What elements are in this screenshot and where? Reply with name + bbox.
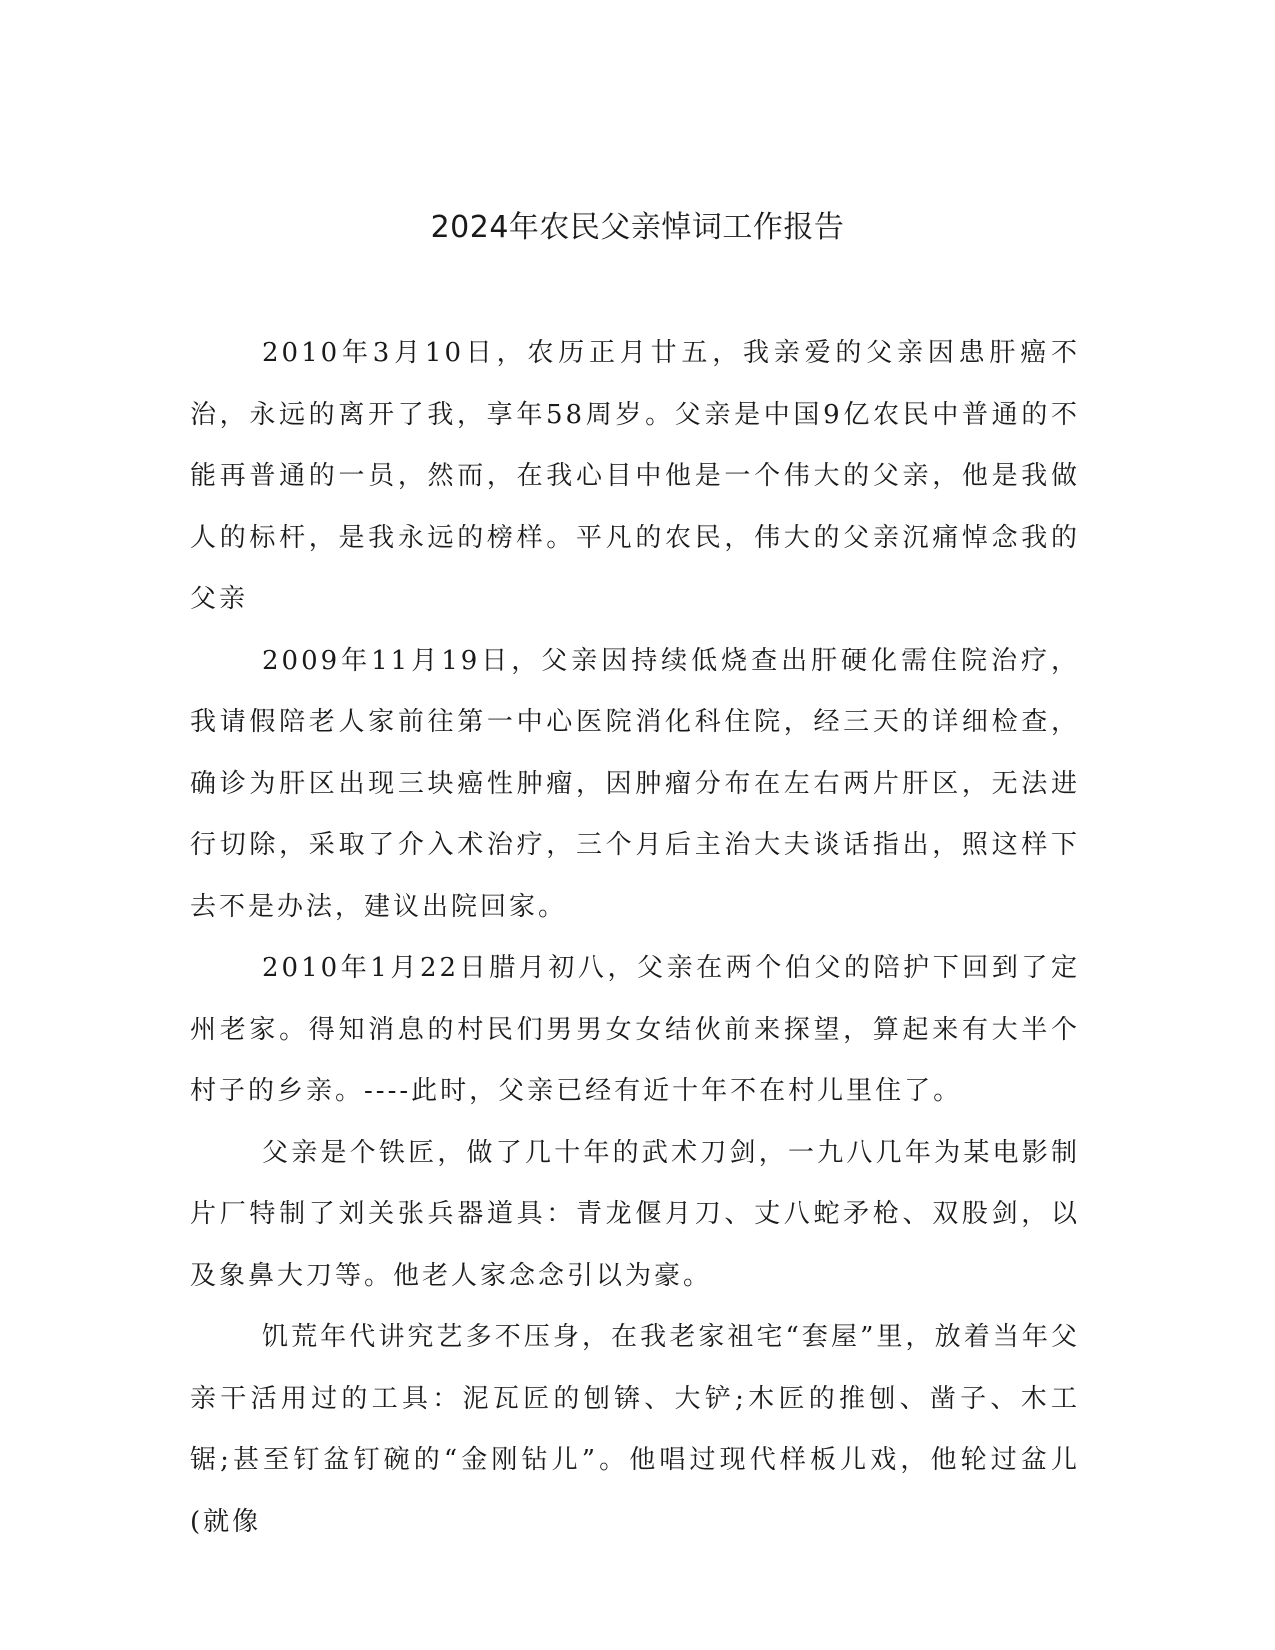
paragraph-3: 2010年1月22日腊月初八，父亲在两个伯父的陪护下回到了定州老家。得知消息的村民们男男女女结伙前来探望，算起来有大半个村子的乡亲。----此时，父亲已经有近十年不在村儿里住了。: [190, 953, 1080, 1106]
document-body: [190, 323, 1080, 1553]
paragraph-5: 饥荒年代讲究艺多不压身，在我老家祖宅“套屋”里，放着当年父亲干活用过的工具：泥瓦匠的刨锛、大铲;木匠的推刨、凿子、木工锯;甚至钉盆钉碗的“金刚钻儿”。他唱过现代样板儿戏，他轮过盆儿(就像: [190, 1322, 1080, 1537]
paragraph-2: 2009年11月19日，父亲因持续低烧查出肝硬化需住院治疗，我请假陪老人家前往第一中心医院消化科住院，经三天的详细检查，确诊为肝区出现三块癌性肿瘤，因肿瘤分布在左右两片肝区，无法进行切除，采取了介入术治疗，三个月后主治大夫谈话指出，照这样下去不是办法，建议出院回家。: [190, 645, 1080, 922]
document-title: 2024年农民父亲悼词工作报告: [430, 210, 845, 245]
paragraph-1: 2010年3月10日，农历正月廿五，我亲爱的父亲因患肝癌不治，永远的离开了我，享年58周岁。父亲是中国9亿农民中普通的不能再普通的一员，然而，在我心目中他是一个伟大的父亲，他是我做人的标杆，是我永远的榜样。平凡的农民，伟大的父亲沉痛悼念我的父亲: [190, 338, 1080, 614]
paragraph-4: 父亲是个铁匠，做了几十年的武术刀剑，一九八几年为某电影制片厂特制了刘关张兵器道具：青龙偃月刀、丈八蛇矛枪、双股剑，以及象鼻大刀等。他老人家念念引以为豪。: [190, 1137, 1080, 1291]
